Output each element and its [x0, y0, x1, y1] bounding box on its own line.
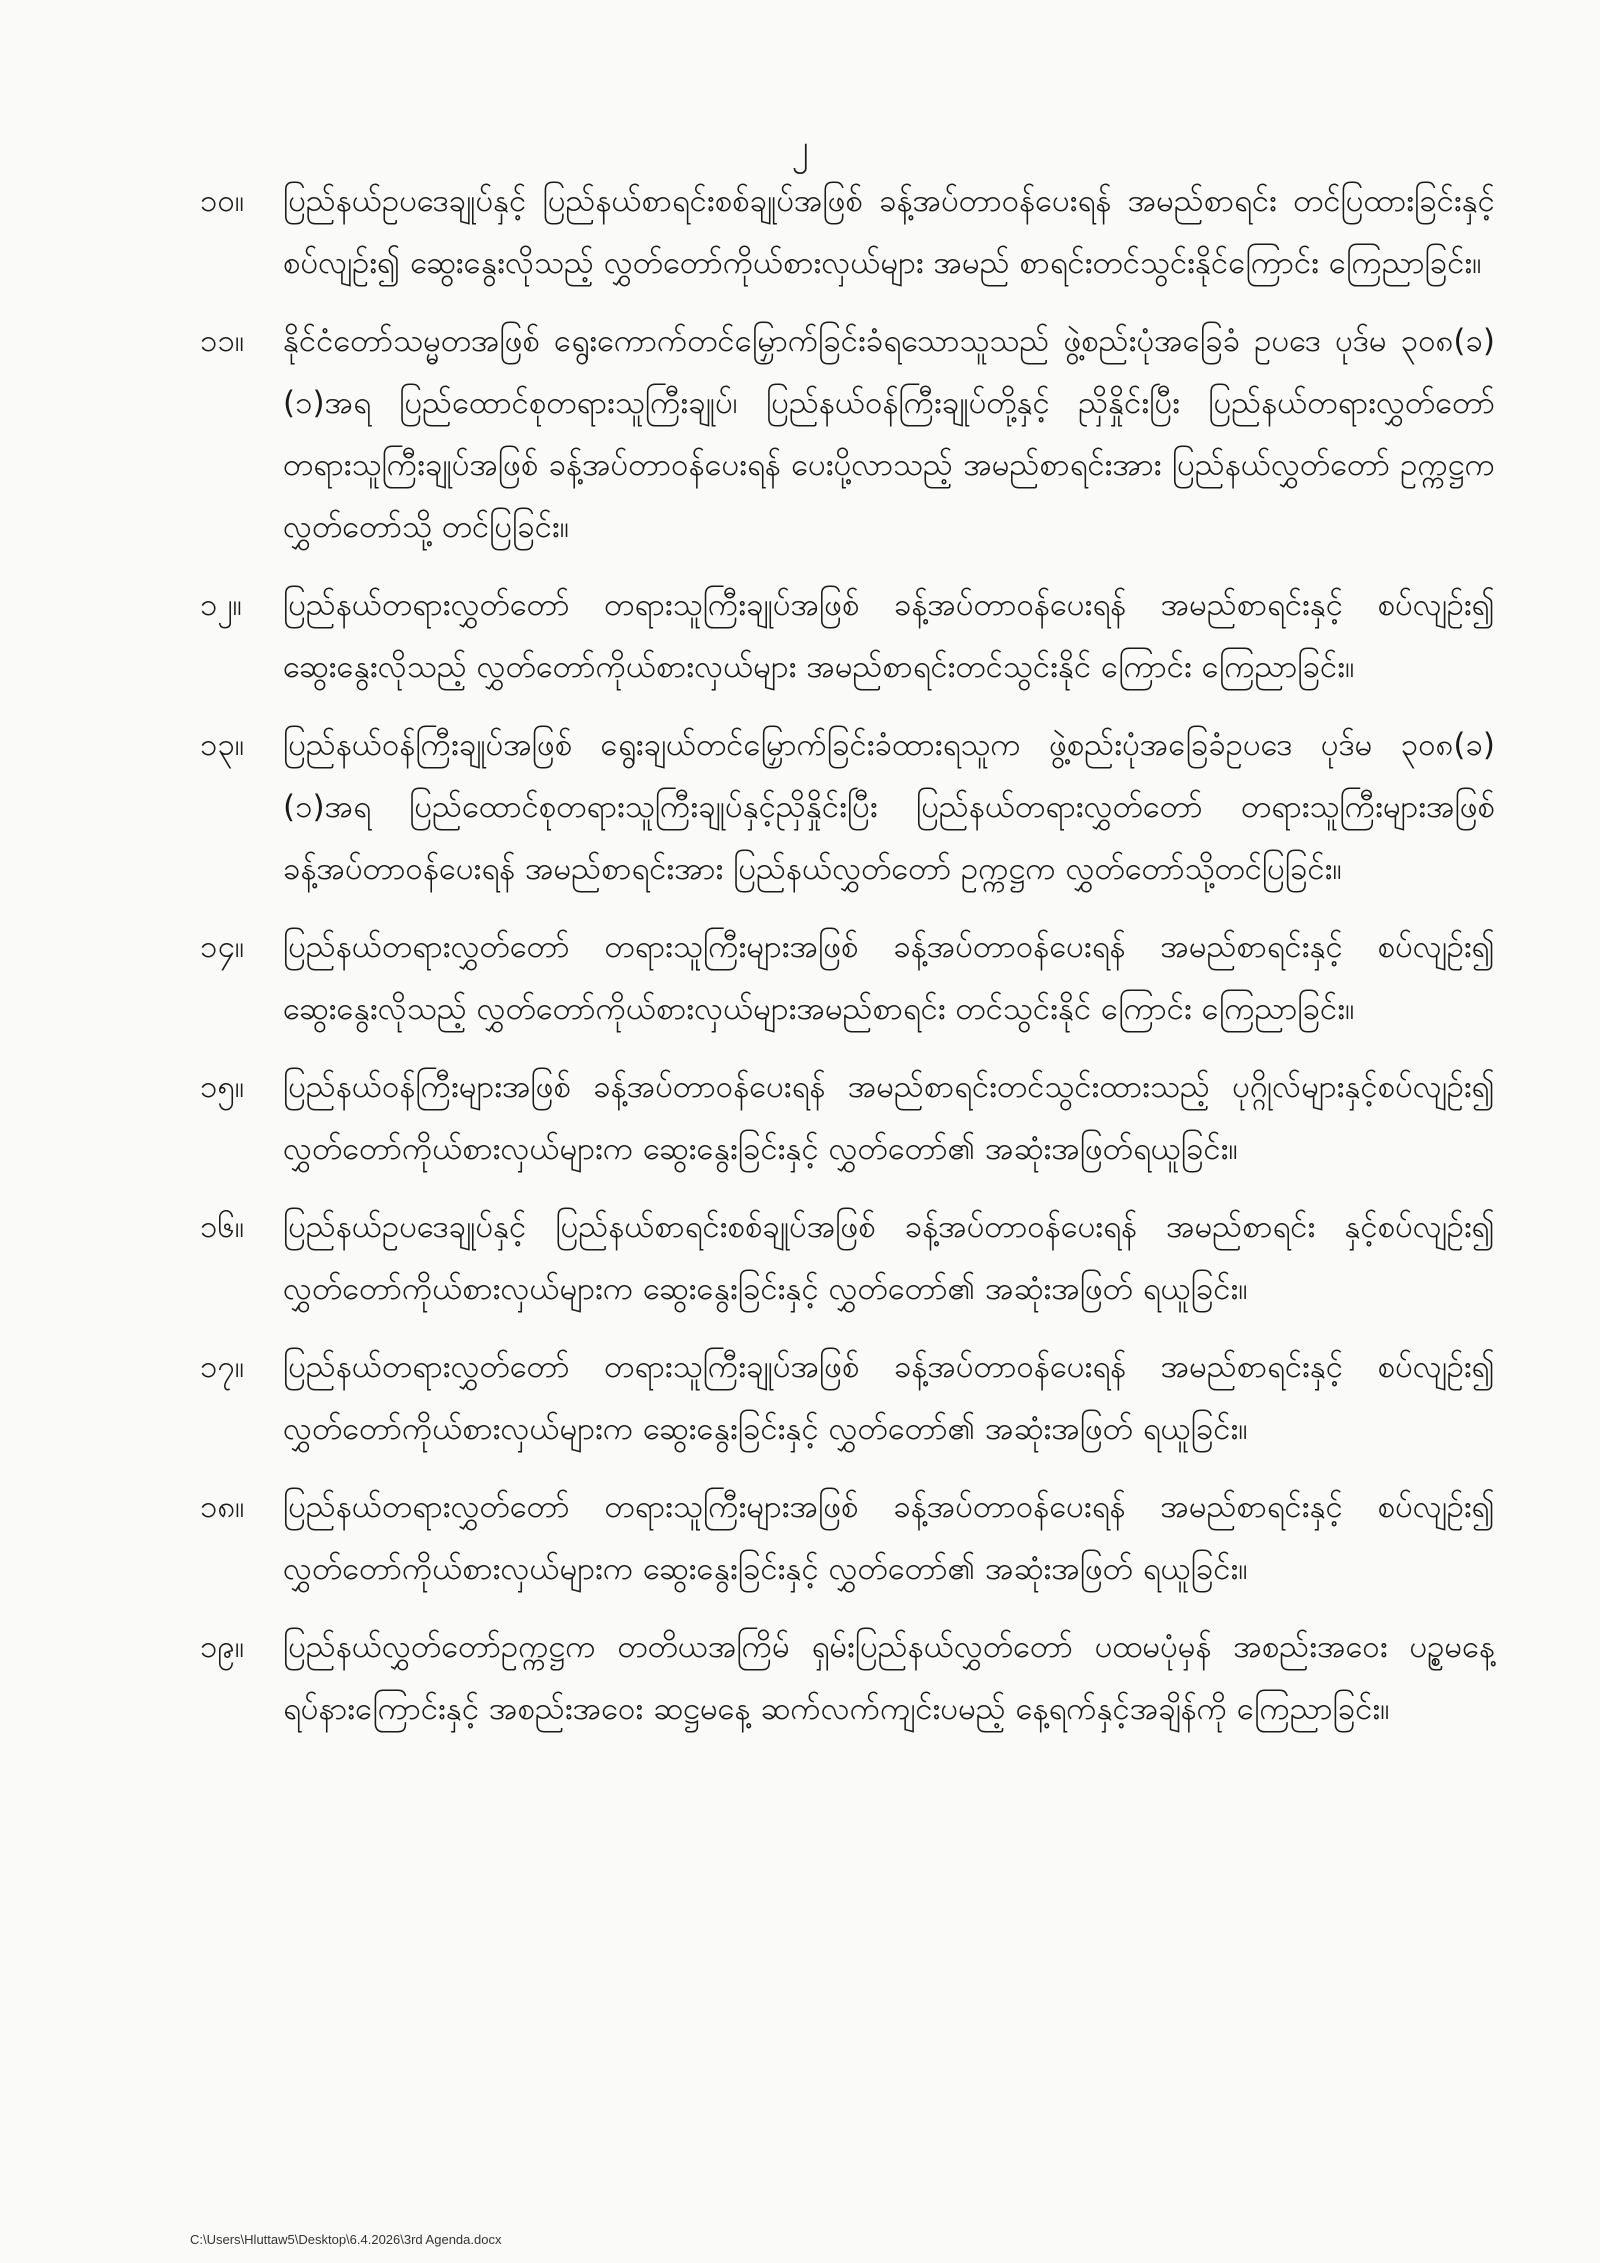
- agenda-list: [0, 170, 1600, 1756]
- agenda-item-text: ပြည်နယ်တရားလွှတ်တော် တရားသူကြီးချုပ်အဖြစ် ခန့်အပ်တာဝန်ပေးရန် အမည်စာရင်းနှင့် စပ်လျဉ်း၍ လွှတ်တော်ကိုယ်စားလှယ်များက ဆွေးနွေးခြင်းနှင့် လွှတ်တော်၏ အဆုံးအဖြတ် ရယူခြင်း။: [283, 1349, 1495, 1447]
- agenda-item-text: ပြည်နယ်ဝန်ကြီးများအဖြစ် ခန့်အပ်တာဝန်ပေးရန် အမည်စာရင်းတင်သွင်းထားသည့် ပုဂ္ဂိုလ်များနှင့်စပ်လျဉ်း၍ လွှတ်တော်ကိုယ်စားလှယ်များက ဆွေးနွေးခြင်းနှင့် လွှတ်တော်၏ အဆုံးအဖြတ်ရယူခြင်း။: [283, 1069, 1495, 1167]
- agenda-item-number: ၁၅။: [200, 1069, 245, 1105]
- agenda-item-text: နိုင်ငံတော်သမ္မတအဖြစ် ရွေးကောက်တင်မြှောက်ခြင်းခံရသောသူသည် ဖွဲ့စည်းပုံအခြေခံ ဥပဒေ ပုဒ်မ ၃၀၈(ခ)(၁)အရ ပြည်ထောင်စုတရားသူကြီးချုပ်၊ ပြည်နယ်ဝန်ကြီးချုပ်တို့နှင့် ညှိနှိုင်းပြီး ပြည်နယ်တရားလွှတ်တော် တရားသူကြီးချုပ်အဖြစ် ခန့်အပ်တာဝန်ပေးရန် ပေးပို့လာသည့် အမည်စာရင်းအား ပြည်နယ်လွှတ်တော် ဥက္ကဋ္ဌက လွှတ်တော်သို့ တင်ပြခြင်း။: [283, 323, 1495, 545]
- agenda-item-number: ၁၁။: [200, 323, 245, 359]
- agenda-item-number: ၁၉။: [200, 1629, 245, 1665]
- agenda-item-number: ၁၇။: [200, 1349, 245, 1385]
- agenda-item: [0, 916, 1600, 1040]
- file-path-footer: C:\Users\Hluttaw5\Desktop\6.4.2026\3rd Agenda.docx: [190, 2232, 502, 2247]
- agenda-item: [0, 310, 1600, 558]
- agenda-item: [0, 1196, 1600, 1320]
- agenda-item: [0, 714, 1600, 900]
- agenda-item-text: ပြည်နယ်တရားလွှတ်တော် တရားသူကြီးများအဖြစ် ခန့်အပ်တာဝန်ပေးရန် အမည်စာရင်းနှင့် စပ်လျဉ်း၍ ဆွေးနွေးလိုသည့် လွှတ်တော်ကိုယ်စားလှယ်များအမည်စာရင်း တင်သွင်းနိုင် ကြောင်း ကြေညာခြင်း။: [283, 929, 1495, 1027]
- agenda-item-text: ပြည်နယ်ဥပဒေချုပ်နှင့် ပြည်နယ်စာရင်းစစ်ချုပ်အဖြစ် ခန့်အပ်တာဝန်ပေးရန် အမည်စာရင်း နှင့်စပ်လျဉ်း၍ လွှတ်တော်ကိုယ်စားလှယ်များက ဆွေးနွေးခြင်းနှင့် လွှတ်တော်၏ အဆုံးအဖြတ် ရယူခြင်း။: [283, 1209, 1495, 1307]
- agenda-item-number: ၁၆။: [200, 1209, 245, 1245]
- agenda-item: [0, 1616, 1600, 1740]
- agenda-item-text: ပြည်နယ်တရားလွှတ်တော် တရားသူကြီးချုပ်အဖြစ် ခန့်အပ်တာဝန်ပေးရန် အမည်စာရင်းနှင့် စပ်လျဉ်း၍ ဆွေးနွေးလိုသည့် လွှတ်တော်ကိုယ်စားလှယ်များ အမည်စာရင်းတင်သွင်းနိုင် ကြောင်း ကြေညာခြင်း။: [283, 587, 1495, 685]
- agenda-item: [0, 1336, 1600, 1460]
- agenda-item-number: ၁၀။: [200, 183, 245, 219]
- agenda-item-text: ပြည်နယ်လွှတ်တော်ဥက္ကဋ္ဌက တတိယအကြိမ် ရှမ်းပြည်နယ်လွှတ်တော် ပထမပုံမှန် အစည်းအဝေး ပဉ္စမနေ့ ရပ်နားကြောင်းနှင့် အစည်းအဝေး ဆဋ္ဌမနေ့ ဆက်လက်ကျင်းပမည့် နေ့ရက်နှင့်အချိန်ကို ကြေညာခြင်း။: [283, 1629, 1495, 1727]
- agenda-item-text: ပြည်နယ်ဝန်ကြီးချုပ်အဖြစ် ရွေးချယ်တင်မြှောက်ခြင်းခံထားရသူက ဖွဲ့စည်းပုံအခြေခံဥပဒေ ပုဒ်မ ၃၀၈(ခ)(၁)အရ ပြည်ထောင်စုတရားသူကြီးချုပ်နှင့်ညှိနှိုင်းပြီး ပြည်နယ်တရားလွှတ်တော် တရားသူကြီးများအဖြစ် ခန့်အပ်တာဝန်ပေးရန် အမည်စာရင်းအား ပြည်နယ်လွှတ်တော် ဥက္ကဋ္ဌက လွှတ်တော်သို့တင်ပြခြင်း။: [283, 727, 1495, 887]
- agenda-item: [0, 574, 1600, 698]
- agenda-item-number: ၁၄။: [200, 929, 245, 965]
- agenda-item: [0, 1056, 1600, 1180]
- agenda-item-number: ၁၈။: [200, 1489, 245, 1525]
- agenda-item-number: ၁၃။: [200, 727, 245, 763]
- agenda-item-text: ပြည်နယ်တရားလွှတ်တော် တရားသူကြီးများအဖြစ် ခန့်အပ်တာဝန်ပေးရန် အမည်စာရင်းနှင့် စပ်လျဉ်း၍ လွှတ်တော်ကိုယ်စားလှယ်များက ဆွေးနွေးခြင်းနှင့် လွှတ်တော်၏ အဆုံးအဖြတ် ရယူခြင်း။: [283, 1489, 1495, 1587]
- agenda-item-number: ၁၂။: [200, 587, 243, 623]
- page-number: ၂: [791, 128, 809, 168]
- agenda-item: [0, 170, 1600, 294]
- agenda-item-text: ပြည်နယ်ဥပဒေချုပ်နှင့် ပြည်နယ်စာရင်းစစ်ချုပ်အဖြစ် ခန့်အပ်တာဝန်ပေးရန် အမည်စာရင်း တင်ပြထားခြင်းနှင့်စပ်လျဉ်း၍ ဆွေးနွေးလိုသည့် လွှတ်တော်ကိုယ်စားလှယ်များ အမည် စာရင်းတင်သွင်းနိုင်ကြောင်း ကြေညာခြင်း။: [283, 183, 1495, 281]
- agenda-item: [0, 1476, 1600, 1600]
